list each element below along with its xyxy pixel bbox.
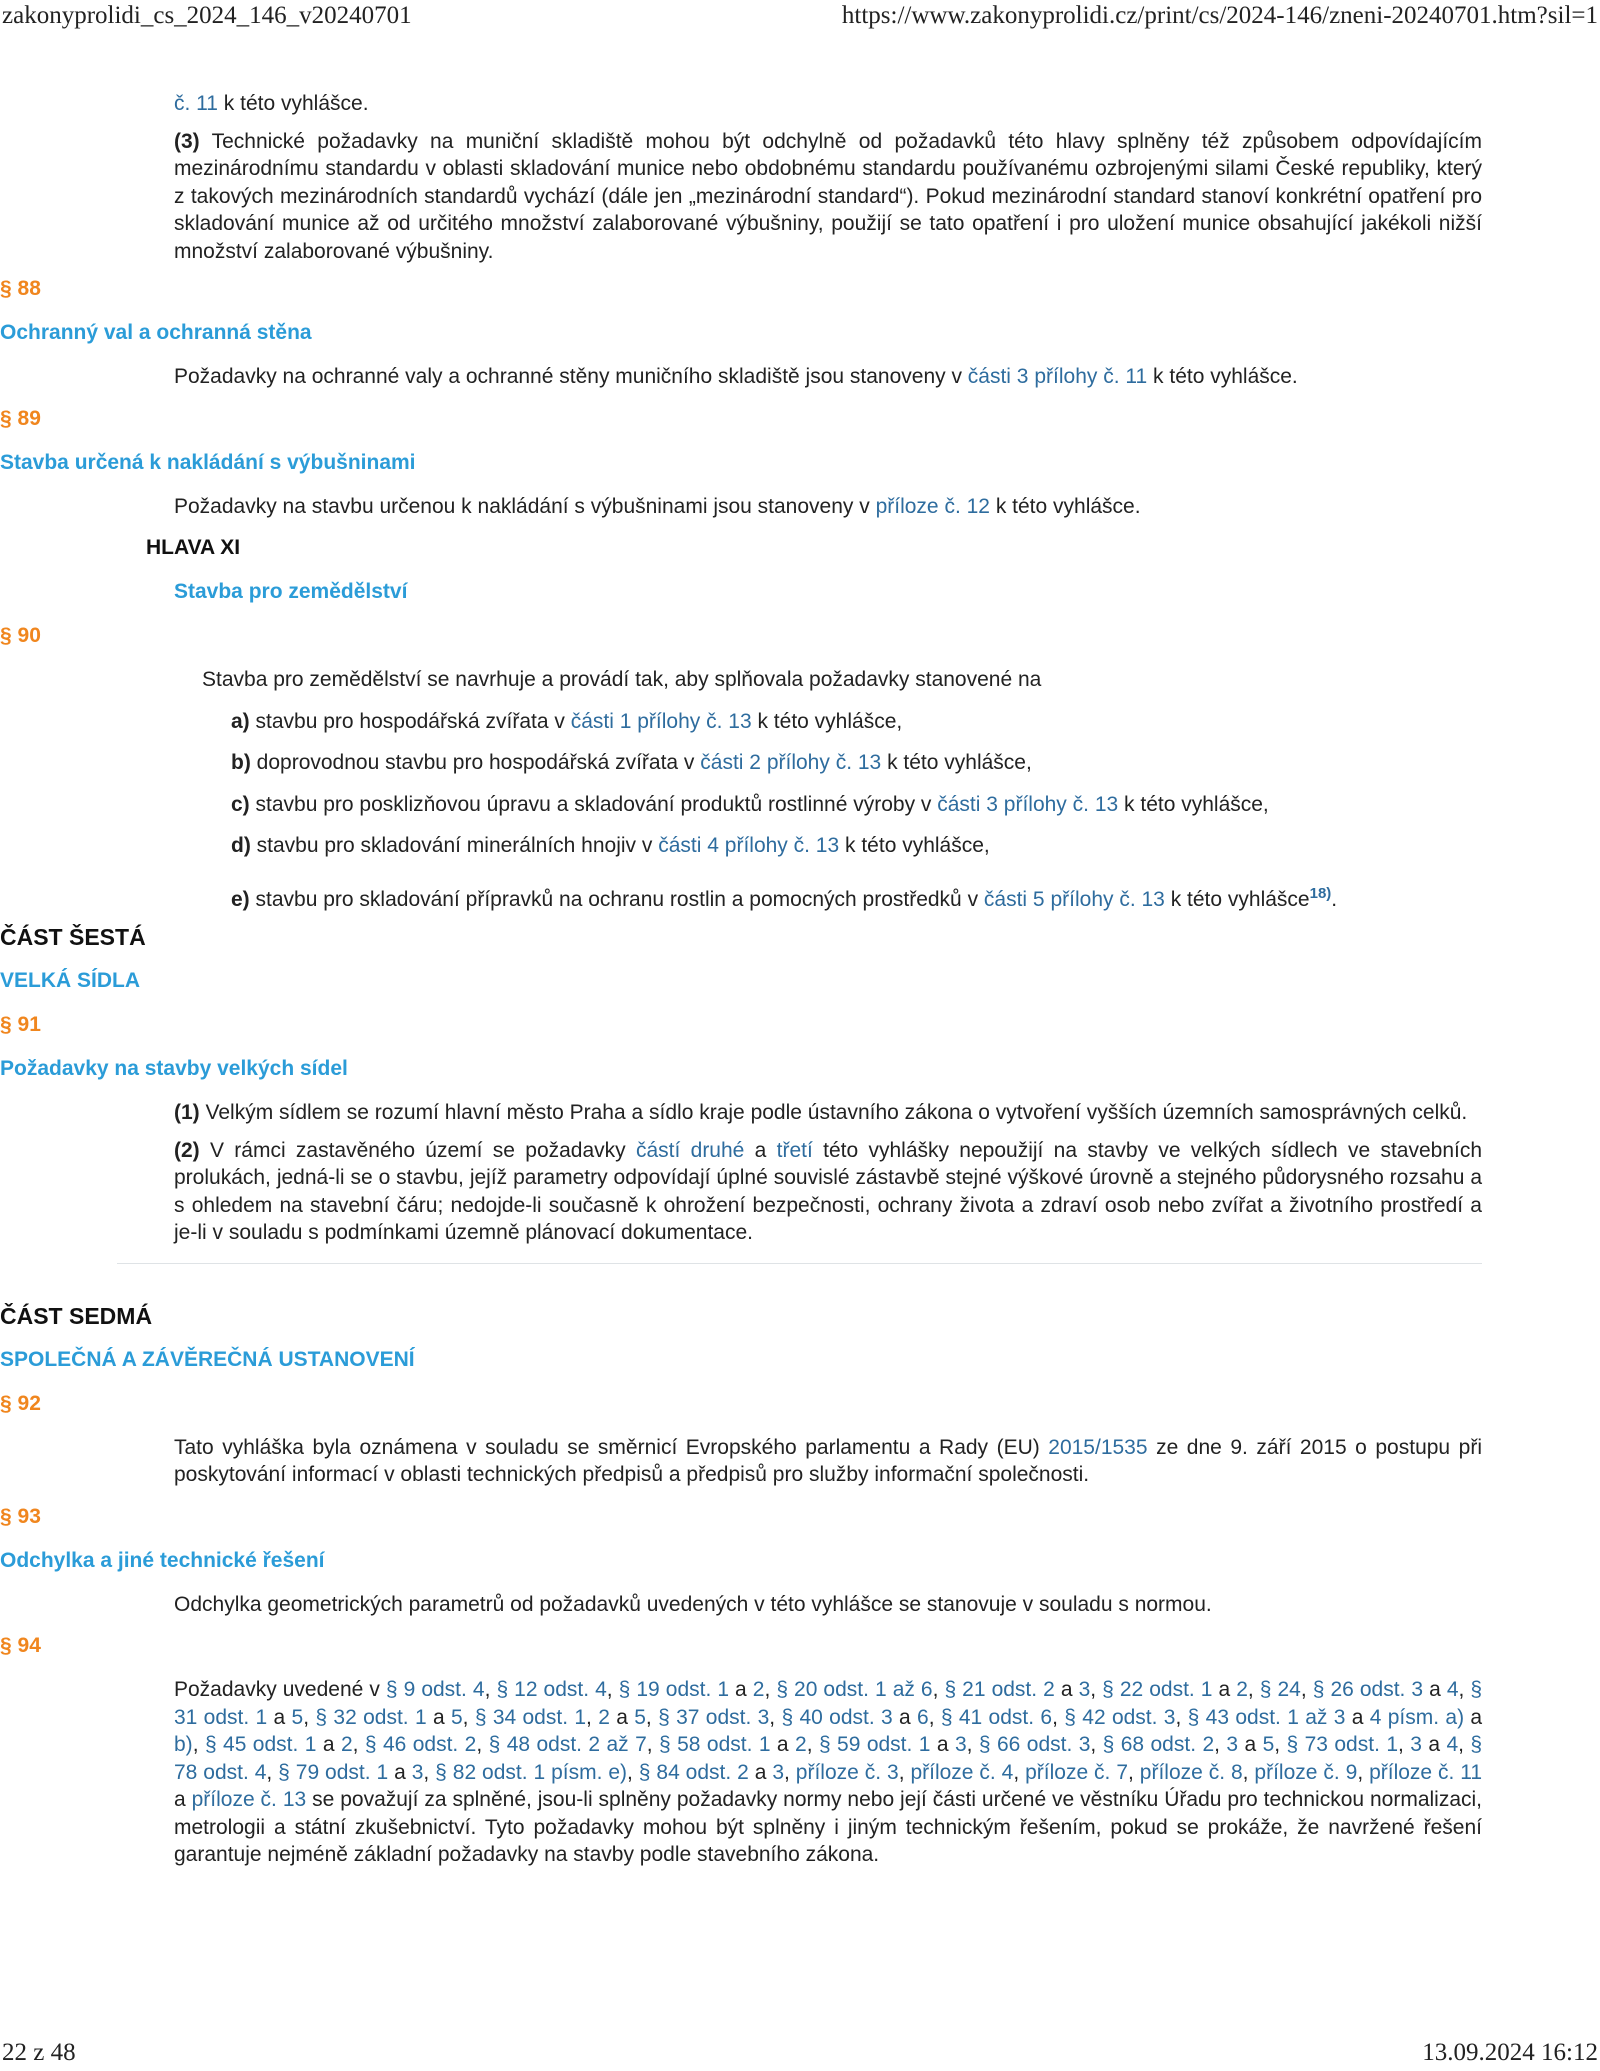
annex-link[interactable]: přílohy č. 13 — [766, 751, 882, 774]
reference-link[interactable]: § 43 odst. 1 až 3 — [1187, 1705, 1346, 1729]
part-link[interactable]: části 2 — [700, 751, 761, 774]
section-89-number: § 89 — [0, 406, 41, 430]
reference-link[interactable]: 4 — [1446, 1678, 1459, 1701]
list-item: a) stavbu pro hospodářská zvířata v části 1 přílohy č. 13 k této vyhlášce, — [231, 709, 903, 733]
page-header-title: zakonyprolidi_cs_2024_146_v20240701 — [2, 2, 412, 29]
section-94-number: § 94 — [0, 1634, 41, 1657]
reference-link[interactable]: 4 písm. a) — [1369, 1705, 1465, 1729]
reference-link[interactable]: § 78 odst. 4 — [174, 1733, 1483, 1784]
part-6-label: ČÁST ŠESTÁ — [0, 924, 146, 950]
text-segment: , — [586, 1705, 599, 1729]
text-segment: a — [930, 1733, 955, 1756]
separator — [117, 1263, 1482, 1264]
reference-link[interactable]: příloze č. 11 — [1369, 1760, 1483, 1784]
section-89-text: Požadavky na stavbu určenou k nakládání s výbušninami jsou stanoveny v příloze č. 12 k této vyhlášce. — [174, 494, 1141, 518]
section-89-title: Stavba určená k nakládání s výbušninami — [0, 450, 416, 474]
text-segment: , — [303, 1705, 316, 1729]
reference-link[interactable]: § 19 odst. 1 — [618, 1678, 730, 1701]
reference-link[interactable]: 3 — [954, 1733, 967, 1756]
reference-link[interactable]: § 68 odst. 2 — [1102, 1733, 1215, 1756]
text-segment: , — [423, 1760, 436, 1784]
reference-link[interactable]: § 42 odst. 3 — [1064, 1705, 1176, 1729]
section-93-number: § 93 — [0, 1504, 41, 1528]
reference-link[interactable]: § 26 odst. 3 — [1312, 1678, 1424, 1701]
reference-link[interactable]: § 40 odst. 3 — [781, 1705, 893, 1729]
reference-link[interactable]: 5 — [291, 1705, 304, 1729]
text-segment: , — [1128, 1760, 1140, 1784]
reference-link[interactable]: 5 — [450, 1705, 463, 1729]
continuation-line: č. 11 k této vyhlášce. — [174, 92, 369, 115]
text-segment: , — [1090, 1678, 1103, 1701]
text-segment: a — [609, 1705, 635, 1729]
reference-link[interactable]: 2 — [340, 1733, 353, 1756]
section-91-paragraph-2: (2) V rámci zastavěného území se požadavky částí druhé a třetí této vyhlášky nepoužijí na stavby ve velkých sídlech ve stavebních prolukách, jedná-li se o stavbu, jejíž parametry odpovídají úplné souvislé zástavbě stejné výškové úrovně a stejného půdorysného rozsahu a s ohledem na stavební čáru; nedojde-li současně k ohrožení bezpečnosti, ochrany života a zdraví osob nebo zvířat a životního prostředí a je-li v souladu s podmínkami územně plánovací dokumentace. — [174, 1138, 1483, 1244]
list-item: e) stavbu pro skladování přípravků na ochranu rostlin a pomocných prostředků v části 5 přílohy č. 13 k této vyhlášce$^{18)}$. — [231, 884, 1338, 911]
section-91-paragraph-1: (1) Velkým sídlem se rozumí hlavní město Praha a sídlo kraje podle ústavního zákona o vytvoření vyšších územních samosprávných celků. — [174, 1101, 1468, 1124]
section-94-text — [174, 1676, 1482, 1869]
reference-link[interactable]: příloze č. 7 — [1025, 1760, 1128, 1784]
annex-link[interactable]: příloze č. 12 — [875, 494, 990, 518]
text-segment: , — [966, 1733, 979, 1756]
text-segment: , — [1175, 1705, 1188, 1729]
section-92-number: § 92 — [0, 1391, 41, 1415]
annex-link[interactable]: přílohy č. 13 — [724, 834, 840, 857]
part-link[interactable]: části 1 — [570, 709, 632, 733]
reference-link[interactable]: 6 — [917, 1705, 929, 1729]
reference-link[interactable]: § 21 odst. 2 — [944, 1678, 1055, 1701]
text-segment: , — [266, 1760, 279, 1784]
reference-link[interactable]: příloze č. 8 — [1139, 1760, 1243, 1784]
document-body — [0, 90, 1600, 1869]
section-90-list — [0, 708, 1600, 914]
hlava-label: HLAVA XI — [146, 536, 241, 559]
reference-link[interactable]: § 79 odst. 1 — [278, 1760, 389, 1784]
text-segment: a — [748, 1760, 773, 1784]
text-segment: , — [764, 1678, 777, 1701]
reference-link[interactable]: § 48 odst. 2 až 7 — [488, 1733, 647, 1756]
part-link[interactable]: částí druhé — [635, 1138, 745, 1162]
reference-link[interactable]: § 34 odst. 1 — [474, 1705, 587, 1729]
reference-link[interactable]: § 24 — [1259, 1678, 1301, 1701]
section-88-number: § 88 — [0, 277, 41, 300]
reference-link[interactable]: 3 — [1226, 1733, 1239, 1756]
text-segment: , — [462, 1705, 475, 1729]
text-segment: , — [1357, 1760, 1370, 1784]
text-segment: a — [1421, 1733, 1447, 1756]
reference-link[interactable]: § 66 odst. 3 — [978, 1733, 1091, 1756]
text-segment: , — [1458, 1733, 1471, 1756]
text-segment: , — [1242, 1760, 1255, 1784]
text-segment: a — [388, 1760, 412, 1784]
text-segment: , — [352, 1733, 365, 1756]
annex-link[interactable]: přílohy č. 11 — [1034, 365, 1148, 388]
text-segment: a — [316, 1733, 341, 1756]
part-link[interactable]: části 3 — [937, 792, 998, 816]
list-item: b) doprovodnou stavbu pro hospodářská zvířata v části 2 přílohy č. 13 k této vyhlášce, — [231, 751, 1032, 774]
reference-link[interactable]: § 32 odst. 1 — [315, 1705, 427, 1729]
section-93-text: Odchylka geometrických parametrů od požadavků uvedených v této vyhlášce se stanovuje v souladu s normou. — [174, 1592, 1212, 1616]
reference-link[interactable]: příloze č. 4 — [910, 1760, 1014, 1784]
page-header-url: https://www.zakonyprolidi.cz/print/cs/2024-146/zneni-20240701.htm?sil=1 — [841, 2, 1598, 29]
part-7-label: ČÁST SEDMÁ — [0, 1302, 153, 1329]
text-segment: se považují za splněné, jsou-li splněny požadavky normy nebo její části určené ve věstníku Úřadu pro technickou normalizaci, metrologii a státní zkušebnictví. Tyto požadavky mohou být splněny i jiným technickým řešením, pokud se prokáže, že navržené řešení garantuje nejméně základní požadavky na stavby podle stavebního zákona. — [174, 1788, 1483, 1866]
section-92-text: Tato vyhláška byla oznámena v souladu se směrnicí Evropského parlamentu a Rady (EU) 2015/1535 ze dne 9. září 2015 o postupu při poskytování informací v oblasti technických předpisů a předpisů pro služby informační společnosti. — [174, 1435, 1482, 1486]
list-item: d) stavbu pro skladování minerálních hnojiv v části 4 přílohy č. 13 k této vyhlášce, — [231, 834, 990, 857]
part-7-title: SPOLEČNÁ A ZÁVĚREČNÁ USTANOVENÍ — [0, 1347, 415, 1371]
reference-link[interactable]: 2 — [795, 1733, 807, 1756]
text-segment: , — [928, 1705, 941, 1729]
reference-link[interactable]: § 84 odst. 2 — [638, 1760, 749, 1784]
text-segment: a — [1238, 1733, 1263, 1756]
part-link[interactable]: části 3 — [967, 365, 1029, 388]
paragraph-3: (3) Technické požadavky na muniční skladiště mohou být odchylně od požadavků této hlavy splněny též způsobem odpovídajícím mezinárodnímu standardu v oblasti skladování munice nebo obdobnému standardu používanému ozbrojenými silami České republiky, který z takových mezinárodních standardů vychází (dále jen „mezinárodní standard“). Pokud mezinárodní standard stanoví konkrétní opatření pro skladování munice až od určitého množství zalaborované výbušniny, použijí se tato opatření i pro uložení munice obsahující jakékoli nižší množství zalaborované výbušniny. — [174, 129, 1482, 263]
text-segment: , — [1247, 1678, 1260, 1701]
text-segment: a — [1464, 1705, 1483, 1729]
text-segment: Požadavky uvedené v — [174, 1678, 386, 1701]
text-segment: , — [606, 1678, 619, 1701]
reference-link[interactable]: 3 — [1410, 1733, 1422, 1756]
paragraph-number: (3) — [174, 129, 200, 153]
reference-link[interactable]: § 73 odst. 1 — [1286, 1733, 1398, 1756]
text-segment: , — [784, 1760, 796, 1784]
text-segment: , — [192, 1733, 205, 1756]
text-segment: , — [898, 1760, 911, 1784]
section-93-title: Odchylka a jiné technické řešení — [0, 1548, 325, 1572]
reference-link[interactable]: 3 — [411, 1760, 424, 1784]
reference-link[interactable]: § 31 odst. 1 — [174, 1678, 1483, 1729]
part-link[interactable]: části 5 — [983, 887, 1045, 911]
text-segment: , — [932, 1678, 945, 1701]
reference-link[interactable]: 2 — [1236, 1678, 1248, 1701]
text-segment: , — [645, 1705, 659, 1729]
reference-link[interactable]: 2 — [752, 1678, 765, 1701]
text-segment: , — [1052, 1705, 1065, 1729]
text-segment: a — [1423, 1678, 1447, 1701]
text-segment: , — [1300, 1678, 1313, 1701]
section-88-title: Ochranný val a ochranná stěna — [0, 321, 312, 344]
reference-link[interactable]: 5 — [1262, 1733, 1275, 1756]
annex-link[interactable]: č. 11 — [174, 92, 218, 115]
text-segment: a — [892, 1705, 918, 1729]
reference-link[interactable]: 3 — [1078, 1678, 1091, 1701]
text-segment: , — [646, 1733, 660, 1756]
reference-link[interactable]: § 20 odst. 1 až 6 — [776, 1678, 933, 1701]
text-segment: a — [426, 1705, 451, 1729]
text-segment: , — [1398, 1733, 1411, 1756]
text-segment: , — [1090, 1733, 1103, 1756]
text-segment: a — [267, 1705, 292, 1729]
text-segment: a — [729, 1678, 753, 1701]
hlava-title: Stavba pro zemědělství — [174, 580, 408, 603]
reference-link[interactable]: § 37 odst. 3 — [658, 1705, 770, 1729]
section-88-text: Požadavky na ochranné valy a ochranné stěny muničního skladiště jsou stanoveny v části 3 přílohy č. 11 k této vyhlášce. — [174, 365, 1298, 388]
part-link[interactable]: třetí — [776, 1138, 813, 1162]
text-segment: , — [769, 1705, 782, 1729]
text-segment: , — [1274, 1733, 1287, 1756]
reference-link[interactable]: § 45 odst. 1 — [204, 1733, 317, 1756]
annex-link[interactable]: přílohy č. 13 — [1003, 792, 1119, 816]
section-91-title: Požadavky na stavby velkých sídel — [0, 1057, 348, 1080]
reference-link[interactable]: b) — [174, 1733, 193, 1756]
text-segment: , — [627, 1760, 639, 1784]
reference-link[interactable]: § 46 odst. 2 — [364, 1733, 477, 1756]
reference-link[interactable]: příloze č. 3 — [795, 1760, 899, 1784]
text-segment: a — [174, 1788, 192, 1811]
text-segment: , — [1214, 1733, 1227, 1756]
reference-link[interactable]: 5 — [634, 1705, 646, 1729]
part-link[interactable]: části 4 — [658, 834, 719, 857]
reference-link[interactable]: § 58 odst. 1 — [659, 1733, 771, 1756]
reference-link[interactable]: § 82 odst. 1 písm. e) — [435, 1760, 628, 1784]
reference-link[interactable]: 4 — [1446, 1733, 1459, 1756]
reference-link[interactable]: příloze č. 13 — [191, 1788, 307, 1811]
reference-link[interactable]: § 9 odst. 4 — [385, 1678, 485, 1701]
section-91-number: § 91 — [0, 1013, 41, 1036]
reference-link[interactable]: § 12 odst. 4 — [496, 1678, 607, 1701]
section-90-intro: Stavba pro zemědělství se navrhuje a provádí tak, aby splňovala požadavky stanovené na — [202, 668, 1042, 691]
reference-link[interactable]: 2 — [598, 1705, 610, 1729]
text-segment: , — [806, 1733, 819, 1756]
text-segment: , — [476, 1733, 489, 1756]
print-timestamp: 13.09.2024 16:12 — [1422, 2039, 1598, 2066]
footnote-link[interactable]: 18) — [1309, 884, 1332, 902]
section-90-number: § 90 — [0, 624, 41, 647]
list-item: c) stavbu pro posklizňovou úpravu a skladování produktů rostlinné výroby v části 3 přílohy č. 13 k této vyhlášce, — [231, 792, 1269, 816]
text-segment: a — [1054, 1678, 1079, 1701]
text-segment: , — [484, 1678, 497, 1701]
directive-link[interactable]: 2015/1535 — [1048, 1435, 1148, 1459]
page-counter: 22 z 48 — [2, 2039, 76, 2066]
text-segment: , — [1458, 1678, 1471, 1701]
reference-link[interactable]: 3 — [772, 1760, 785, 1784]
part-6-title: VELKÁ SÍDLA — [0, 969, 141, 992]
reference-link[interactable]: § 59 odst. 1 — [818, 1733, 931, 1756]
text-segment: a — [1345, 1705, 1370, 1729]
annex-link[interactable]: přílohy č. 13 — [1050, 887, 1165, 911]
text-segment: a — [770, 1733, 796, 1756]
reference-link[interactable]: § 22 odst. 1 — [1102, 1678, 1213, 1701]
text-segment: , — [1013, 1760, 1026, 1784]
reference-link[interactable]: § 41 odst. 6 — [940, 1705, 1053, 1729]
text-segment: a — [1212, 1678, 1237, 1701]
reference-link[interactable]: příloze č. 9 — [1254, 1760, 1358, 1784]
annex-link[interactable]: přílohy č. 13 — [637, 709, 752, 733]
